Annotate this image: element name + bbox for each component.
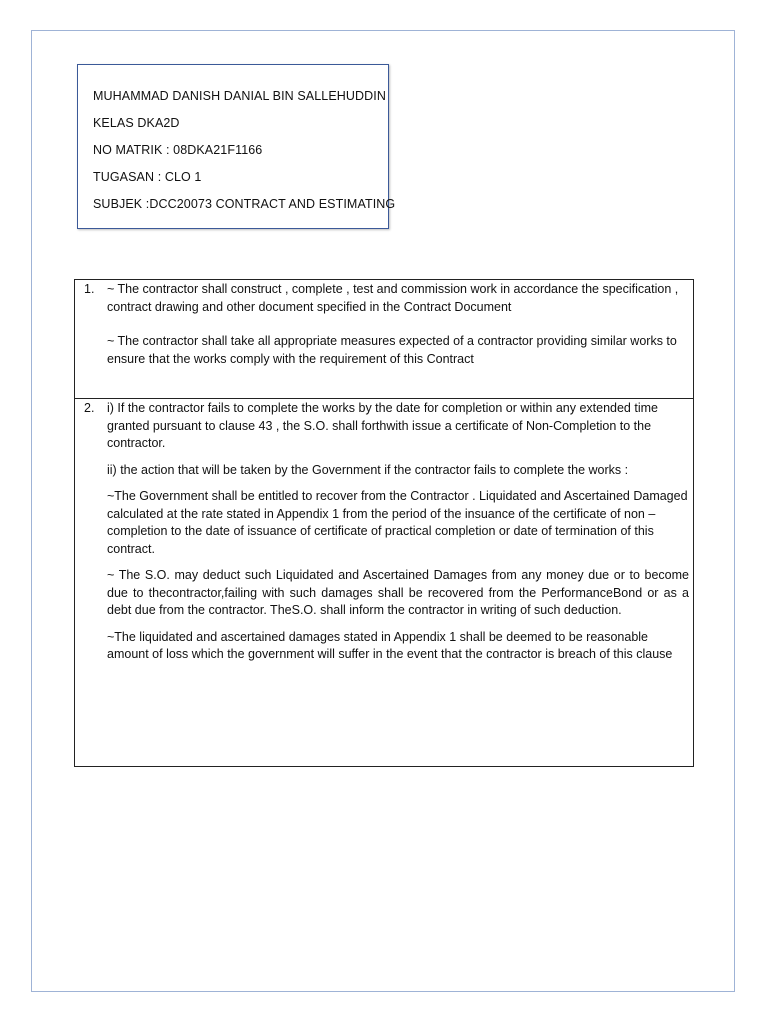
student-name: MUHAMMAD DANISH DANIAL BIN SALLEHUDDIN: [93, 89, 386, 103]
answer-body: [107, 281, 689, 368]
answer-paragraph: i) If the contractor fails to complete the works by the date for completion or within any extended time granted pursuant to clause 43 , the S.O. shall forthwith issue a certificate of Non-Completion to the contractor.: [107, 401, 658, 450]
answer-row-1: [75, 280, 693, 399]
answer-paragraph: ~The liquidated and ascertained damages stated in Appendix 1 shall be deemed to be reasonable amount of loss which the government will suffer in the event that the contractor is breach of this clause: [107, 629, 673, 661]
subject-label: SUBJEK :DCC20073 CONTRACT AND ESTIMATING: [93, 197, 396, 211]
answer-paragraph: ~ The S.O. may deduct such Liquidated and Ascertained Damages from any money due or to become due to thecontractor,failing with such damages shall be recovered from the PerformanceBond or as a debt due from the contractor. TheS.O. shall inform the contractor in writing of such deduction.: [107, 568, 689, 617]
student-info-box: [77, 64, 396, 229]
answer-paragraph: ~ The contractor shall take all appropriate measures expected of a contractor providing similar works to ensure that the works comply with the requirement of this Contract: [107, 334, 677, 366]
matric-number: NO MATRIK : 08DKA21F1166: [93, 143, 263, 157]
answer-number: 2.: [84, 401, 95, 415]
answer-paragraph: ii) the action that will be taken by the Government if the contractor fails to complete the works :: [107, 462, 629, 477]
student-class: KELAS DKA2D: [93, 116, 180, 130]
answer-table: [74, 279, 694, 767]
answer-body: [107, 400, 689, 664]
answer-paragraph: ~The Government shall be entitled to recover from the Contractor . Liquidated and Ascertained Damaged calculated at the rate stated in Appendix 1 from the period of the insuance of the certificate of non – completion to the date of issuance of certificate of practical completion or date of termination of this contract.: [107, 489, 688, 556]
answer-paragraph: ~ The contractor shall construct , complete , test and commission work in accordance the specification , contract drawing and other document specified in the Contract Document: [107, 282, 679, 314]
answer-number: 1.: [84, 282, 95, 296]
answer-row-2: [75, 399, 693, 766]
assignment-label: TUGASAN : CLO 1: [93, 170, 202, 184]
